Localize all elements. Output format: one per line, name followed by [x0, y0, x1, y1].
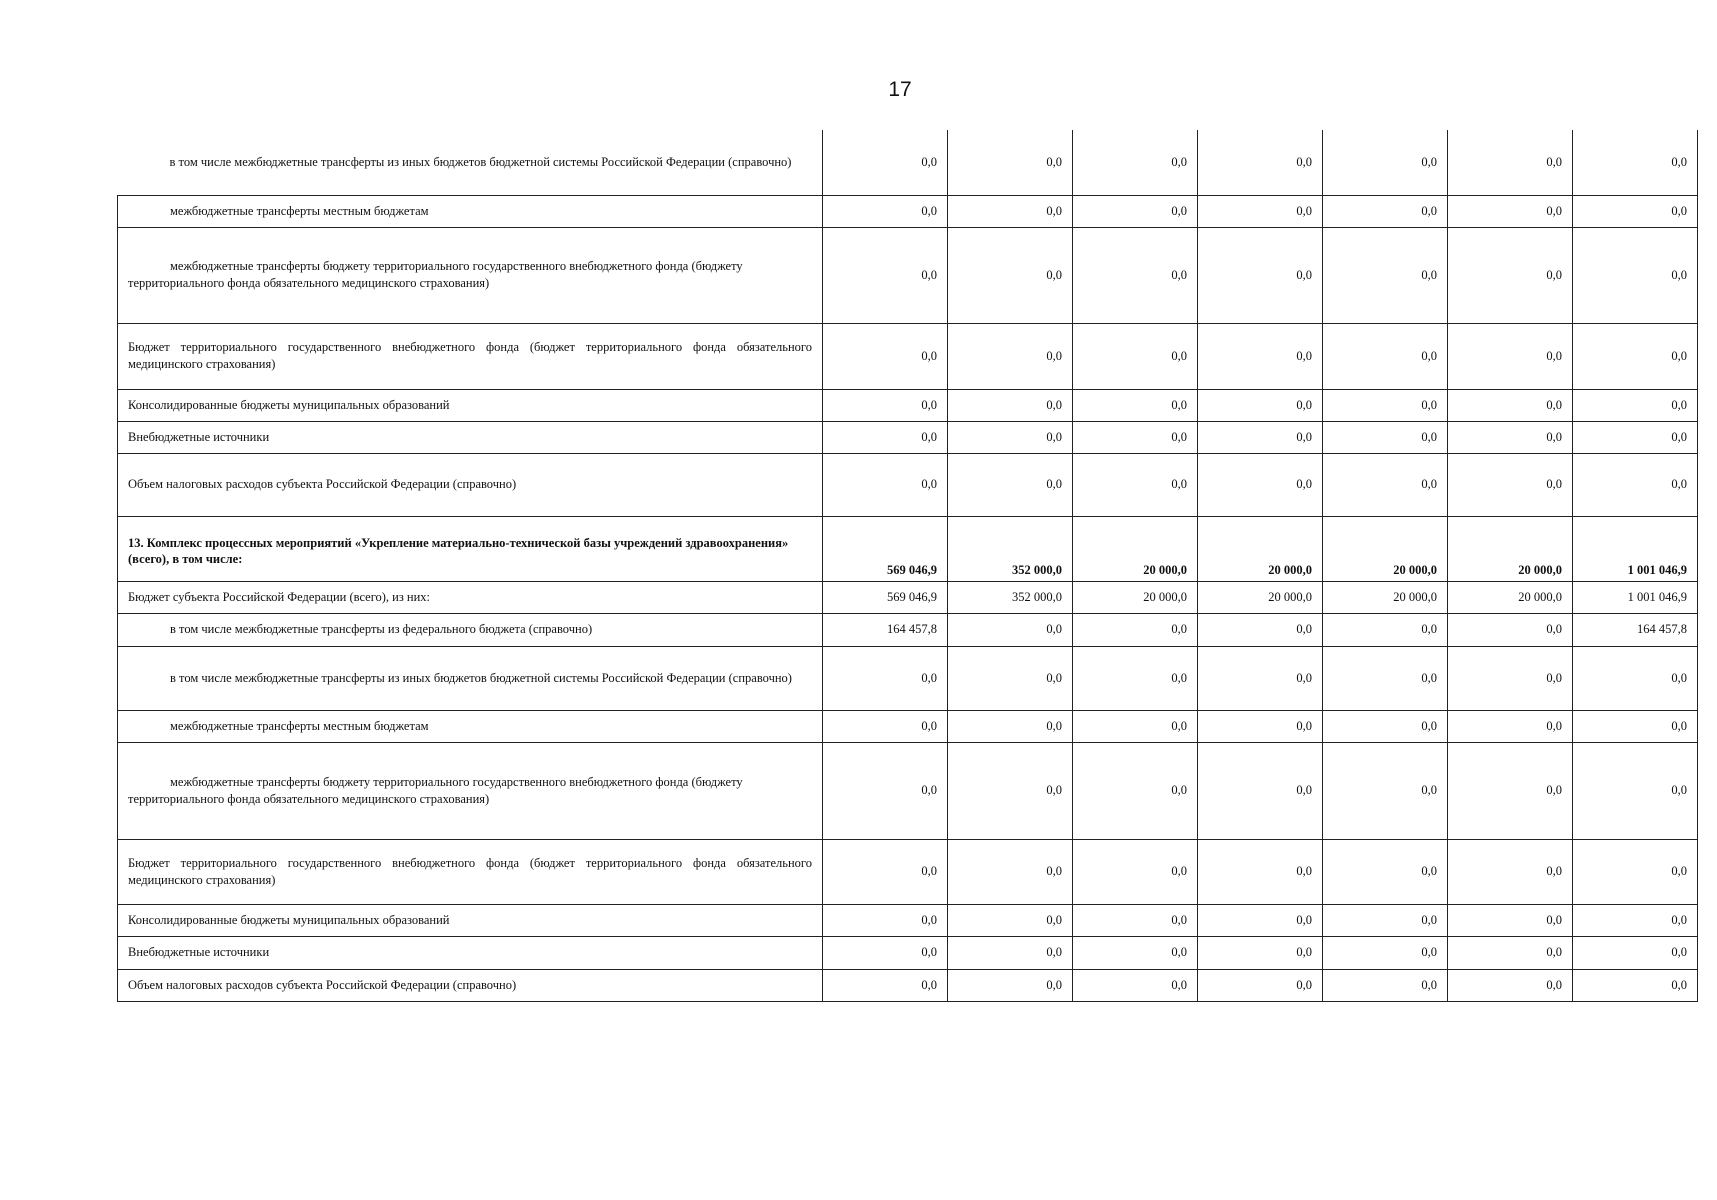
- value-cell: 0,0: [1198, 904, 1323, 936]
- row-label: межбюджетные трансферты местным бюджетам: [118, 710, 823, 742]
- value-cell: 0,0: [1323, 839, 1448, 904]
- value-cell: 0,0: [823, 839, 948, 904]
- value-cell: 0,0: [1198, 421, 1323, 453]
- value-cell: 0,0: [1198, 323, 1323, 389]
- row-label: Объем налоговых расходов субъекта Российской Федерации (справочно): [118, 453, 823, 516]
- table-row: [118, 453, 1698, 516]
- value-cell: 0,0: [1073, 389, 1198, 421]
- value-cell: 0,0: [1198, 969, 1323, 1001]
- row-label: Объем налоговых расходов субъекта Российской Федерации (справочно): [118, 969, 823, 1001]
- value-cell: 352 000,0: [948, 516, 1073, 581]
- value-cell: 0,0: [1073, 195, 1198, 227]
- value-cell: 0,0: [1073, 227, 1198, 323]
- value-cell: 0,0: [948, 421, 1073, 453]
- value-cell: 0,0: [823, 389, 948, 421]
- value-cell: 352 000,0: [948, 581, 1073, 613]
- value-cell: 0,0: [1448, 323, 1573, 389]
- value-cell: 0,0: [823, 323, 948, 389]
- value-cell: 0,0: [1573, 453, 1698, 516]
- value-cell: 0,0: [1323, 646, 1448, 710]
- table-row: [118, 227, 1698, 323]
- table-row: [118, 389, 1698, 421]
- value-cell: 0,0: [948, 936, 1073, 969]
- value-cell: 569 046,9: [823, 581, 948, 613]
- value-cell: 0,0: [1073, 742, 1198, 839]
- value-cell: 0,0: [1573, 904, 1698, 936]
- value-cell: 0,0: [1323, 130, 1448, 195]
- value-cell: 0,0: [1448, 421, 1573, 453]
- value-cell: 0,0: [1573, 646, 1698, 710]
- value-cell: 0,0: [1073, 130, 1198, 195]
- value-cell: 0,0: [1573, 742, 1698, 839]
- value-cell: 0,0: [948, 646, 1073, 710]
- value-cell: 20 000,0: [1323, 516, 1448, 581]
- value-cell: 0,0: [1448, 904, 1573, 936]
- value-cell: 0,0: [1073, 453, 1198, 516]
- value-cell: 0,0: [823, 453, 948, 516]
- value-cell: 0,0: [1073, 839, 1198, 904]
- value-cell: 0,0: [1573, 936, 1698, 969]
- value-cell: 0,0: [1573, 389, 1698, 421]
- row-label: в том числе межбюджетные трансферты из федерального бюджета (справочно): [118, 613, 823, 646]
- row-label: Бюджет территориального государственного внебюджетного фонда (бюджет территориального фонда обязательного медицинского страхования): [118, 839, 823, 904]
- value-cell: 0,0: [1573, 421, 1698, 453]
- value-cell: 0,0: [1448, 742, 1573, 839]
- table-row: [118, 969, 1698, 1001]
- value-cell: 0,0: [1573, 969, 1698, 1001]
- value-cell: 20 000,0: [1198, 581, 1323, 613]
- value-cell: 0,0: [823, 936, 948, 969]
- value-cell: 0,0: [1323, 710, 1448, 742]
- value-cell: 0,0: [1573, 710, 1698, 742]
- value-cell: 0,0: [948, 323, 1073, 389]
- value-cell: 0,0: [1198, 227, 1323, 323]
- table-row: [118, 421, 1698, 453]
- table-row: [118, 710, 1698, 742]
- value-cell: 0,0: [948, 839, 1073, 904]
- value-cell: 0,0: [1573, 227, 1698, 323]
- value-cell: 0,0: [823, 195, 948, 227]
- value-cell: 0,0: [1448, 710, 1573, 742]
- row-label: межбюджетные трансферты бюджету территориального государственного внебюджетного фонда (бюджету территориального фонда обязательного медицинского страхования): [118, 227, 823, 323]
- value-cell: 0,0: [948, 613, 1073, 646]
- value-cell: 0,0: [948, 710, 1073, 742]
- section-row: [118, 516, 1698, 581]
- value-cell: 1 001 046,9: [1573, 516, 1698, 581]
- value-cell: 0,0: [1448, 130, 1573, 195]
- value-cell: 20 000,0: [1073, 581, 1198, 613]
- value-cell: 0,0: [1198, 453, 1323, 516]
- value-cell: 0,0: [1448, 839, 1573, 904]
- value-cell: 0,0: [1073, 936, 1198, 969]
- table-row: [118, 839, 1698, 904]
- value-cell: 0,0: [823, 421, 948, 453]
- value-cell: 0,0: [948, 389, 1073, 421]
- value-cell: 0,0: [1073, 323, 1198, 389]
- table-row: [118, 904, 1698, 936]
- value-cell: 0,0: [948, 969, 1073, 1001]
- table-row: [118, 581, 1698, 613]
- value-cell: 0,0: [1198, 839, 1323, 904]
- table-row: [118, 195, 1698, 227]
- value-cell: 0,0: [948, 742, 1073, 839]
- value-cell: 0,0: [1198, 130, 1323, 195]
- value-cell: 0,0: [823, 969, 948, 1001]
- table-row: [118, 613, 1698, 646]
- value-cell: 0,0: [948, 453, 1073, 516]
- value-cell: 20 000,0: [1198, 516, 1323, 581]
- table-row: [118, 646, 1698, 710]
- value-cell: 0,0: [823, 227, 948, 323]
- value-cell: 0,0: [1323, 227, 1448, 323]
- table-row: [118, 936, 1698, 969]
- row-label: в том числе межбюджетные трансферты из иных бюджетов бюджетной системы Российской Федерации (справочно): [118, 130, 823, 195]
- row-label: Внебюджетные источники: [118, 936, 823, 969]
- value-cell: 0,0: [1323, 195, 1448, 227]
- table-row: [118, 323, 1698, 389]
- value-cell: 0,0: [1198, 742, 1323, 839]
- row-label: Бюджет территориального государственного внебюджетного фонда (бюджет территориального фонда обязательного медицинского страхования): [118, 323, 823, 389]
- value-cell: 0,0: [1573, 130, 1698, 195]
- value-cell: 0,0: [823, 904, 948, 936]
- value-cell: 164 457,8: [1573, 613, 1698, 646]
- value-cell: 20 000,0: [1448, 581, 1573, 613]
- section-title: 13. Комплекс процессных мероприятий «Укрепление материально-технической базы учреждений здравоохранения» (всего), в том числе:: [118, 516, 823, 581]
- value-cell: 0,0: [1073, 710, 1198, 742]
- row-label: Бюджет субъекта Российской Федерации (всего), из них:: [118, 581, 823, 613]
- value-cell: 0,0: [1573, 323, 1698, 389]
- table-row: [118, 742, 1698, 839]
- value-cell: 0,0: [1323, 323, 1448, 389]
- value-cell: 0,0: [1448, 613, 1573, 646]
- value-cell: 0,0: [1198, 195, 1323, 227]
- value-cell: 0,0: [1073, 613, 1198, 646]
- table-row: [118, 130, 1698, 195]
- value-cell: 0,0: [1323, 936, 1448, 969]
- value-cell: 0,0: [948, 227, 1073, 323]
- budget-table: [117, 130, 1698, 1002]
- value-cell: 0,0: [1323, 742, 1448, 839]
- value-cell: 0,0: [1198, 613, 1323, 646]
- value-cell: 0,0: [1198, 936, 1323, 969]
- value-cell: 0,0: [1323, 613, 1448, 646]
- row-label: Консолидированные бюджеты муниципальных образований: [118, 904, 823, 936]
- value-cell: 0,0: [1448, 646, 1573, 710]
- value-cell: 0,0: [823, 710, 948, 742]
- value-cell: 20 000,0: [1073, 516, 1198, 581]
- value-cell: 164 457,8: [823, 613, 948, 646]
- value-cell: 0,0: [1073, 904, 1198, 936]
- row-label: межбюджетные трансферты местным бюджетам: [118, 195, 823, 227]
- value-cell: 1 001 046,9: [1573, 581, 1698, 613]
- value-cell: 0,0: [1573, 839, 1698, 904]
- value-cell: 0,0: [1323, 904, 1448, 936]
- value-cell: 0,0: [1073, 646, 1198, 710]
- value-cell: 0,0: [823, 646, 948, 710]
- value-cell: 0,0: [1198, 710, 1323, 742]
- row-label: в том числе межбюджетные трансферты из иных бюджетов бюджетной системы Российской Федерации (справочно): [118, 646, 823, 710]
- value-cell: 0,0: [1448, 936, 1573, 969]
- page-number: 17: [888, 78, 912, 101]
- value-cell: 0,0: [1448, 453, 1573, 516]
- value-cell: 0,0: [1323, 969, 1448, 1001]
- row-label: Консолидированные бюджеты муниципальных образований: [118, 389, 823, 421]
- value-cell: 0,0: [1573, 195, 1698, 227]
- value-cell: 0,0: [1198, 389, 1323, 421]
- row-label: Внебюджетные источники: [118, 421, 823, 453]
- value-cell: 0,0: [1448, 969, 1573, 1001]
- value-cell: 0,0: [1323, 389, 1448, 421]
- value-cell: 0,0: [1073, 421, 1198, 453]
- value-cell: 0,0: [1448, 195, 1573, 227]
- value-cell: 0,0: [1448, 227, 1573, 323]
- row-label: межбюджетные трансферты бюджету территориального государственного внебюджетного фонда (бюджету территориального фонда обязательного медицинского страхования): [118, 742, 823, 839]
- value-cell: 569 046,9: [823, 516, 948, 581]
- value-cell: 0,0: [823, 742, 948, 839]
- value-cell: 0,0: [1198, 646, 1323, 710]
- value-cell: 20 000,0: [1323, 581, 1448, 613]
- value-cell: 0,0: [1323, 421, 1448, 453]
- value-cell: 0,0: [1448, 389, 1573, 421]
- value-cell: 0,0: [948, 130, 1073, 195]
- value-cell: 0,0: [1323, 453, 1448, 516]
- value-cell: 0,0: [823, 130, 948, 195]
- value-cell: 0,0: [948, 904, 1073, 936]
- value-cell: 0,0: [948, 195, 1073, 227]
- value-cell: 0,0: [1073, 969, 1198, 1001]
- value-cell: 20 000,0: [1448, 516, 1573, 581]
